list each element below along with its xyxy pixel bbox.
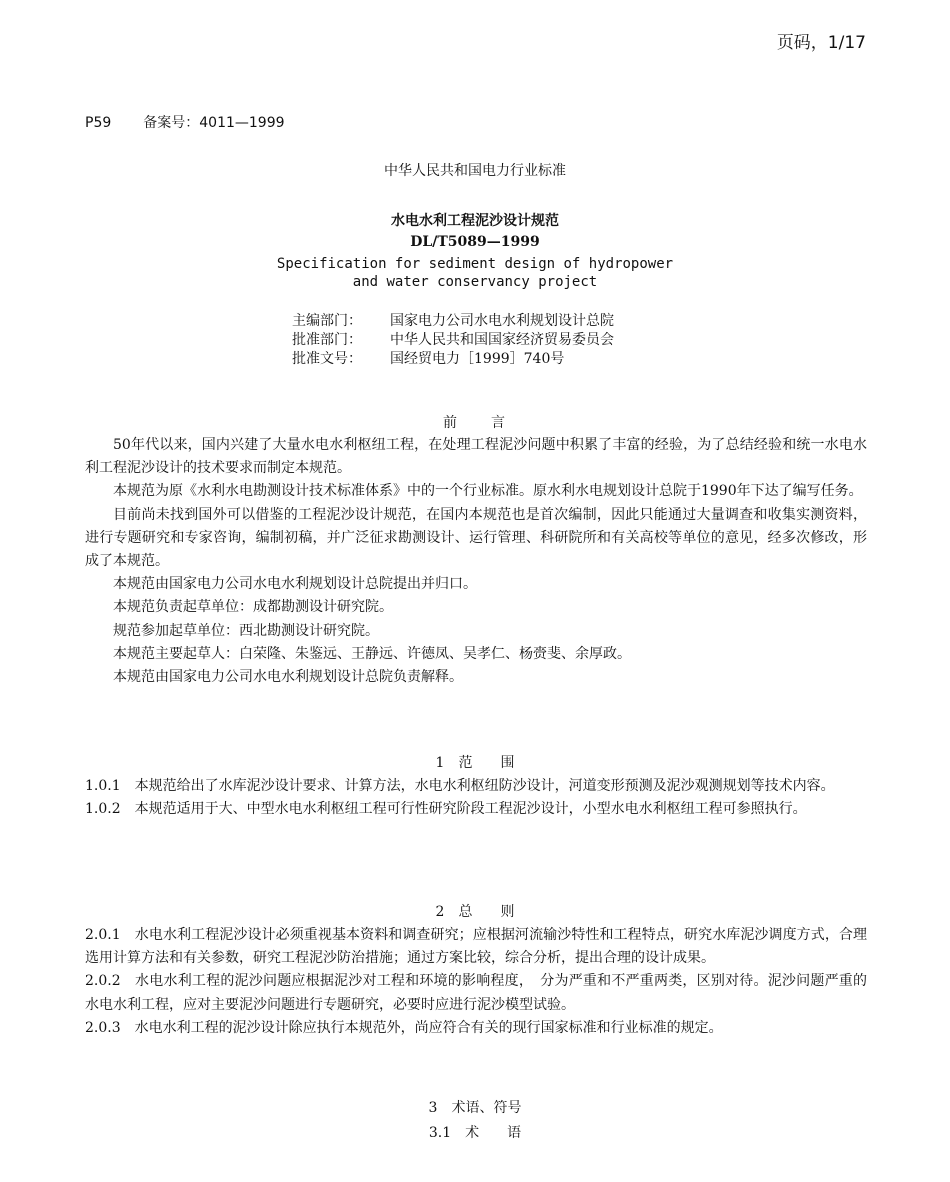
editor-value: 国家电力公司水电水利规划设计总院 (390, 313, 614, 329)
section-3-heading: 3 术语、符号 (428, 1100, 522, 1116)
approval-doc-row (292, 348, 564, 368)
clause: 1.0.2 本规范适用于大、中型水电水利枢纽工程可行性研究阶段工程泥沙设计，小型水电水利枢纽工程可参照执行。 (85, 801, 807, 818)
document-title: 水电水利工程泥沙设计规范 (391, 213, 559, 229)
editor-label: 主编部门： (292, 313, 362, 329)
clause: 1.0.1 本规范给出了水库泥沙设计要求、计算方法，水电水利枢纽防沙设计，河道变形预测及泥沙观测规划等技术内容。 (85, 778, 835, 794)
record-number: 备案号：4011—1999 (143, 115, 285, 131)
preface-paragraph: 50年代以来，国内兴建了大量水电水利枢纽工程，在处理工程泥沙问题中积累了丰富的经验，为了总结经验和统一水电水利工程泥沙设计的技术要求而制定本规范。 (85, 437, 867, 477)
section-3-1-heading: 3.1 术 语 (428, 1125, 522, 1141)
section-2-body (85, 924, 867, 1040)
approver-value: 中华人民共和国国家经济贸易委员会 (390, 332, 614, 348)
section-2-heading: 2 总 则 (435, 904, 515, 920)
clause: 2.0.1 水电水利工程泥沙设计必须重视基本资料和调查研究；应根据河流输沙特性和工程特点，研究水库泥沙调度方式，合理选用计算方法和有关参数，研究工程泥沙防治措施；通过方案比较，综合分析，提出合理的设计成果。 (85, 927, 867, 967)
approval-doc-label: 批准文号： (292, 351, 362, 367)
approver-row (292, 329, 614, 349)
clause: 2.0.2 水电水利工程的泥沙问题应根据泥沙对工程和环境的影响程度， 分为严重和不严重两类，区别对待。泥沙问题严重的水电水利工程，应对主要泥沙问题进行专题研究，必要时应进行泥沙模型试验。 (85, 973, 867, 1013)
editor-row (292, 310, 614, 330)
section-1-body (85, 775, 867, 821)
preface-body (85, 434, 867, 689)
section-1-heading: 1 范 围 (435, 755, 515, 771)
clause: 2.0.3 水电水利工程的泥沙设计除应执行本规范外，尚应符合有关的现行国家标准和行业标准的规定。 (85, 1019, 723, 1036)
standard-type: 中华人民共和国电力行业标准 (384, 163, 566, 179)
english-title-line-2: and water conservancy project (352, 274, 598, 290)
preface-paragraph: 本规范由国家电力公司水电水利规划设计总院负责解释。 (113, 669, 463, 686)
page-number: 页码，1/17 (776, 33, 866, 53)
approval-doc-value: 国经贸电力［1999］740号 (390, 351, 565, 367)
preface-paragraph: 本规范由国家电力公司水电水利规划设计总院提出并归口。 (113, 576, 477, 593)
preface-paragraph: 本规范主要起草人：白荣隆、朱鉴远、王静远、许德凤、吴孝仁、杨赍斐、余厚政。 (113, 645, 631, 662)
preface-paragraph: 本规范负责起草单位：成都勘测设计研究院。 (113, 599, 393, 616)
preface-paragraph: 规范参加起草单位：西北勘测设计研究院。 (113, 622, 379, 639)
filing-info (85, 112, 285, 132)
approver-label: 批准部门： (292, 332, 362, 348)
english-title-line-1: Specification for sediment design of hydropower (276, 256, 674, 272)
preface-paragraph: 目前尚未找到国外可以借鉴的工程泥沙设计规范，在国内本规范也是首次编制，因此只能通过大量调查和收集实测资料，进行专题研究和专家咨询，编制初稿，并广泛征求勘测设计、运行管理、科研院所和有关高校等单位的意见，经多次修改，形成了本规范。 (85, 506, 867, 570)
class-code: P59 (85, 115, 112, 131)
standard-code: DL/T5089—1999 (410, 234, 540, 250)
preface-heading: 前 言 (443, 415, 507, 431)
preface-paragraph: 本规范为原《水利水电勘测设计技术标准体系》中的一个行业标准。原水利水电规划设计总院于1990年下达了编写任务。 (113, 483, 863, 500)
